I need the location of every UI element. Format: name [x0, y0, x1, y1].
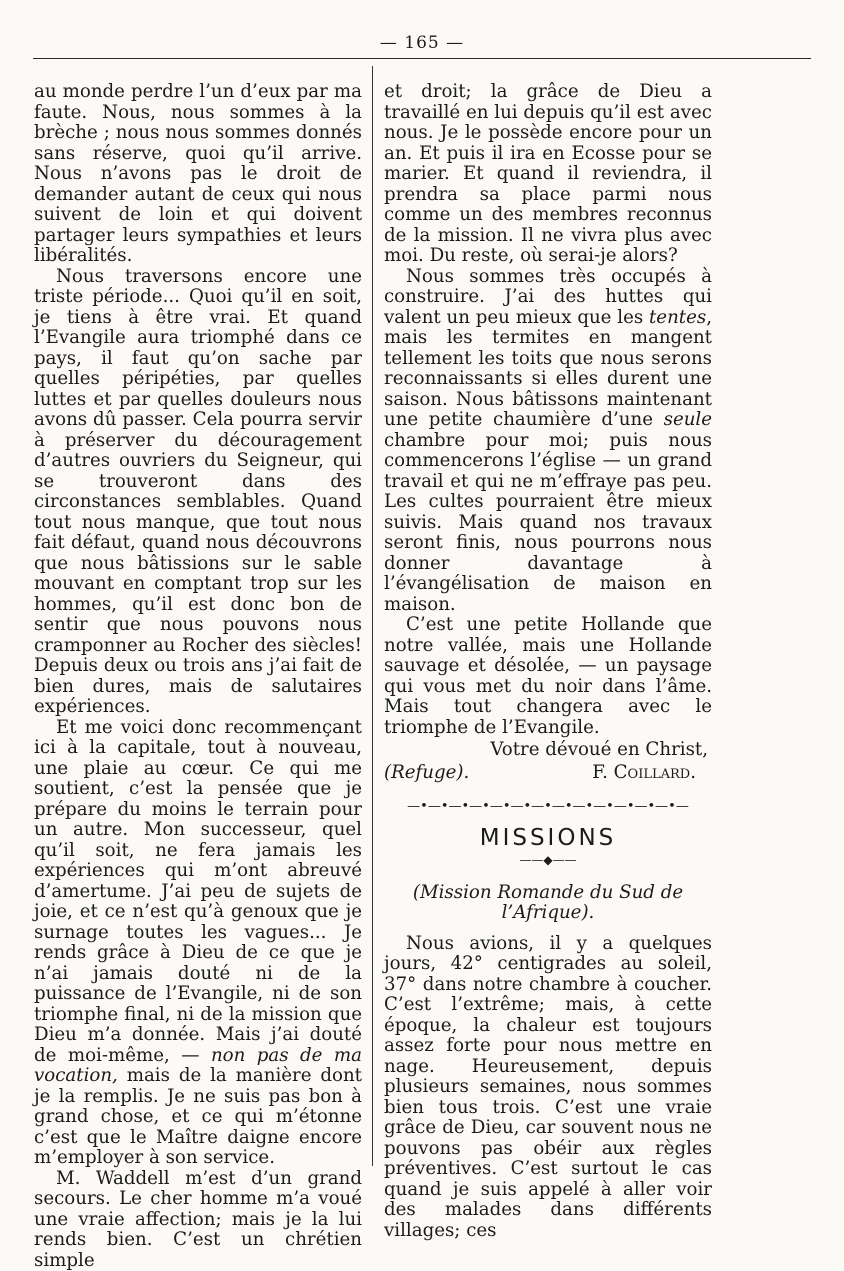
paragraph-construire-italic-1: tentes	[649, 307, 706, 328]
paragraph-capitale	[34, 718, 362, 1169]
letter-closing	[384, 740, 712, 783]
paragraph-construire-tail: chambre pour moi; puis nous commencerons l’église — un grand travail et qui ne m’effraye pas peu. Les cultes pourraient être mieux suivis. Mais quand nos travaux seront finis, nous pourrons nous donner davantage à l’évangélisation de maison en maison.	[384, 430, 712, 615]
paragraph-droit: et droit; la grâce de Dieu a travaillé en lui depuis qu’il est avec nous. Je le possède encore pour un an. Et puis il ira en Ecosse pour se marier. Et quand il reviendra, il prendra sa place parmi nous comme un des membres reconnus de la mission. Il ne vivra plus avec moi. Du reste, où serai-je alors?	[384, 82, 712, 267]
paragraph-capitale-text: Et me voici donc recommençant ici à la capitale, tout à nouveau, une plaie au cœur. Ce qui me soutient, c’est la pensée que je prépare du moins le terrain pour un autre. Mon successeur, quel qu’il soit, ne fera jamais les expériences qui m’ont abreuvé d’amertume. J’ai peu de sujets de joie, et ce n’est qu’à genoux que je surnage toutes les vagues... Je rends grâce à Dieu de ce que je n’ai jamais douté ni de la puissance de l’Evangile, ni de son triomphe final, ni de la mission que Dieu m’a donnée. Mais j’ai douté de moi-même, —	[34, 717, 362, 1066]
place-name: (Refuge).	[384, 763, 469, 784]
paragraph-capitale-tail: mais de la manière dont je la remplis. Je ne suis pas bon à grand chose, et ce qui m’étonne c’est que le Maître daigne encore m’employer à son service.	[34, 1065, 362, 1168]
paragraph-waddell: M. Waddell m’est d’un grand secours. Le cher homme m’a voué une vraie affection; mais je la lui rends bien. C’est un chrétien simple	[34, 1169, 362, 1271]
signature-line	[384, 763, 712, 784]
section-subtitle: (Mission Romande du Sud de l’Afrique).	[384, 883, 712, 924]
section-title: MISSIONS	[384, 828, 712, 849]
ornamental-divider: —•—•—•—•—•—•—•—•—•—•—•—•—•—	[384, 797, 712, 818]
signature: F. Coillard.	[592, 763, 696, 784]
closing-salutation: Votre dévoué en Christ,	[384, 740, 712, 761]
paragraph-continuation: au monde perdre l’un d’eux par ma faute. Nous, nous sommes à la brèche ; nous nous sommes donnés sans réserve, quoi qu’il arrive. Nous n’avons pas le droit de demander autant de ceux qui nous suivent de loin et qui doivent partager leurs sympathies et leurs libéralités.	[34, 82, 362, 267]
column-divider	[372, 66, 373, 1166]
heading-ornament: ——◆——	[384, 850, 712, 871]
left-column	[34, 82, 362, 1271]
page-number: — 165 —	[0, 33, 844, 53]
paragraph-capitale-italic: non pas de ma vocation,	[34, 1045, 362, 1087]
header-rule	[33, 58, 811, 59]
paragraph-triste-periode: Nous traversons encore une triste période... Quoi qu’il en soit, je tiens à être vrai. Et quand l’Evangile aura triomphé dans ce pays, il faut qu’on sache par quelles péripéties, par quelles luttes et par quelles douleurs nous avons dû passer. Cela pourra servir à préserver du découragement d’autres ouvriers du Seigneur, qui se trouveront dans des circonstances semblables. Quand tout nous manque, que tout nous fait défaut, quand nous découvrons que nous bâtissions sur le sable mouvant en comptant trop sur les hommes, qu’il est donc bon de sentir que nous pouvons nous cramponner au Rocher des siècles! Depuis deux ou trois ans j’ai fait de bien dures, mais de salutaires expériences.	[34, 267, 362, 718]
paragraph-missions: Nous avions, il y a quelques jours, 42° centigrades au soleil, 37° dans notre chambre à coucher. C’est l’extrême; mais, à cette époque, la chaleur est toujours assez forte pour nous mettre en nage. Heureusement, depuis plusieurs semaines, nous sommes bien tous trois. C’est une vraie grâce de Dieu, car souvent nous ne pouvons pas obéir aux règles préventives. C’est surtout le cas quand je suis appelé à aller voir des malades dans différents villages; ces	[384, 934, 712, 1242]
paragraph-construire-mid: , mais les termites en mangent tellement les toits que nous serons reconnaissants si elles durent une saison. Nous bâtissons maintenant une petite chaumière d’une	[384, 307, 712, 431]
paragraph-hollande: C’est une petite Hollande que notre vallée, mais une Hollande sauvage et désolée, — un paysage qui vous met du noir dans l’âme. Mais tout changera avec le triomphe de l’Evangile.	[384, 615, 712, 738]
paragraph-construire-text: Nous sommes très occupés à construire. J’ai des huttes qui valent un peu mieux que les	[384, 266, 712, 328]
paragraph-construire	[384, 267, 712, 616]
paragraph-construire-italic-2: seule	[664, 409, 712, 430]
right-column	[384, 82, 712, 1241]
